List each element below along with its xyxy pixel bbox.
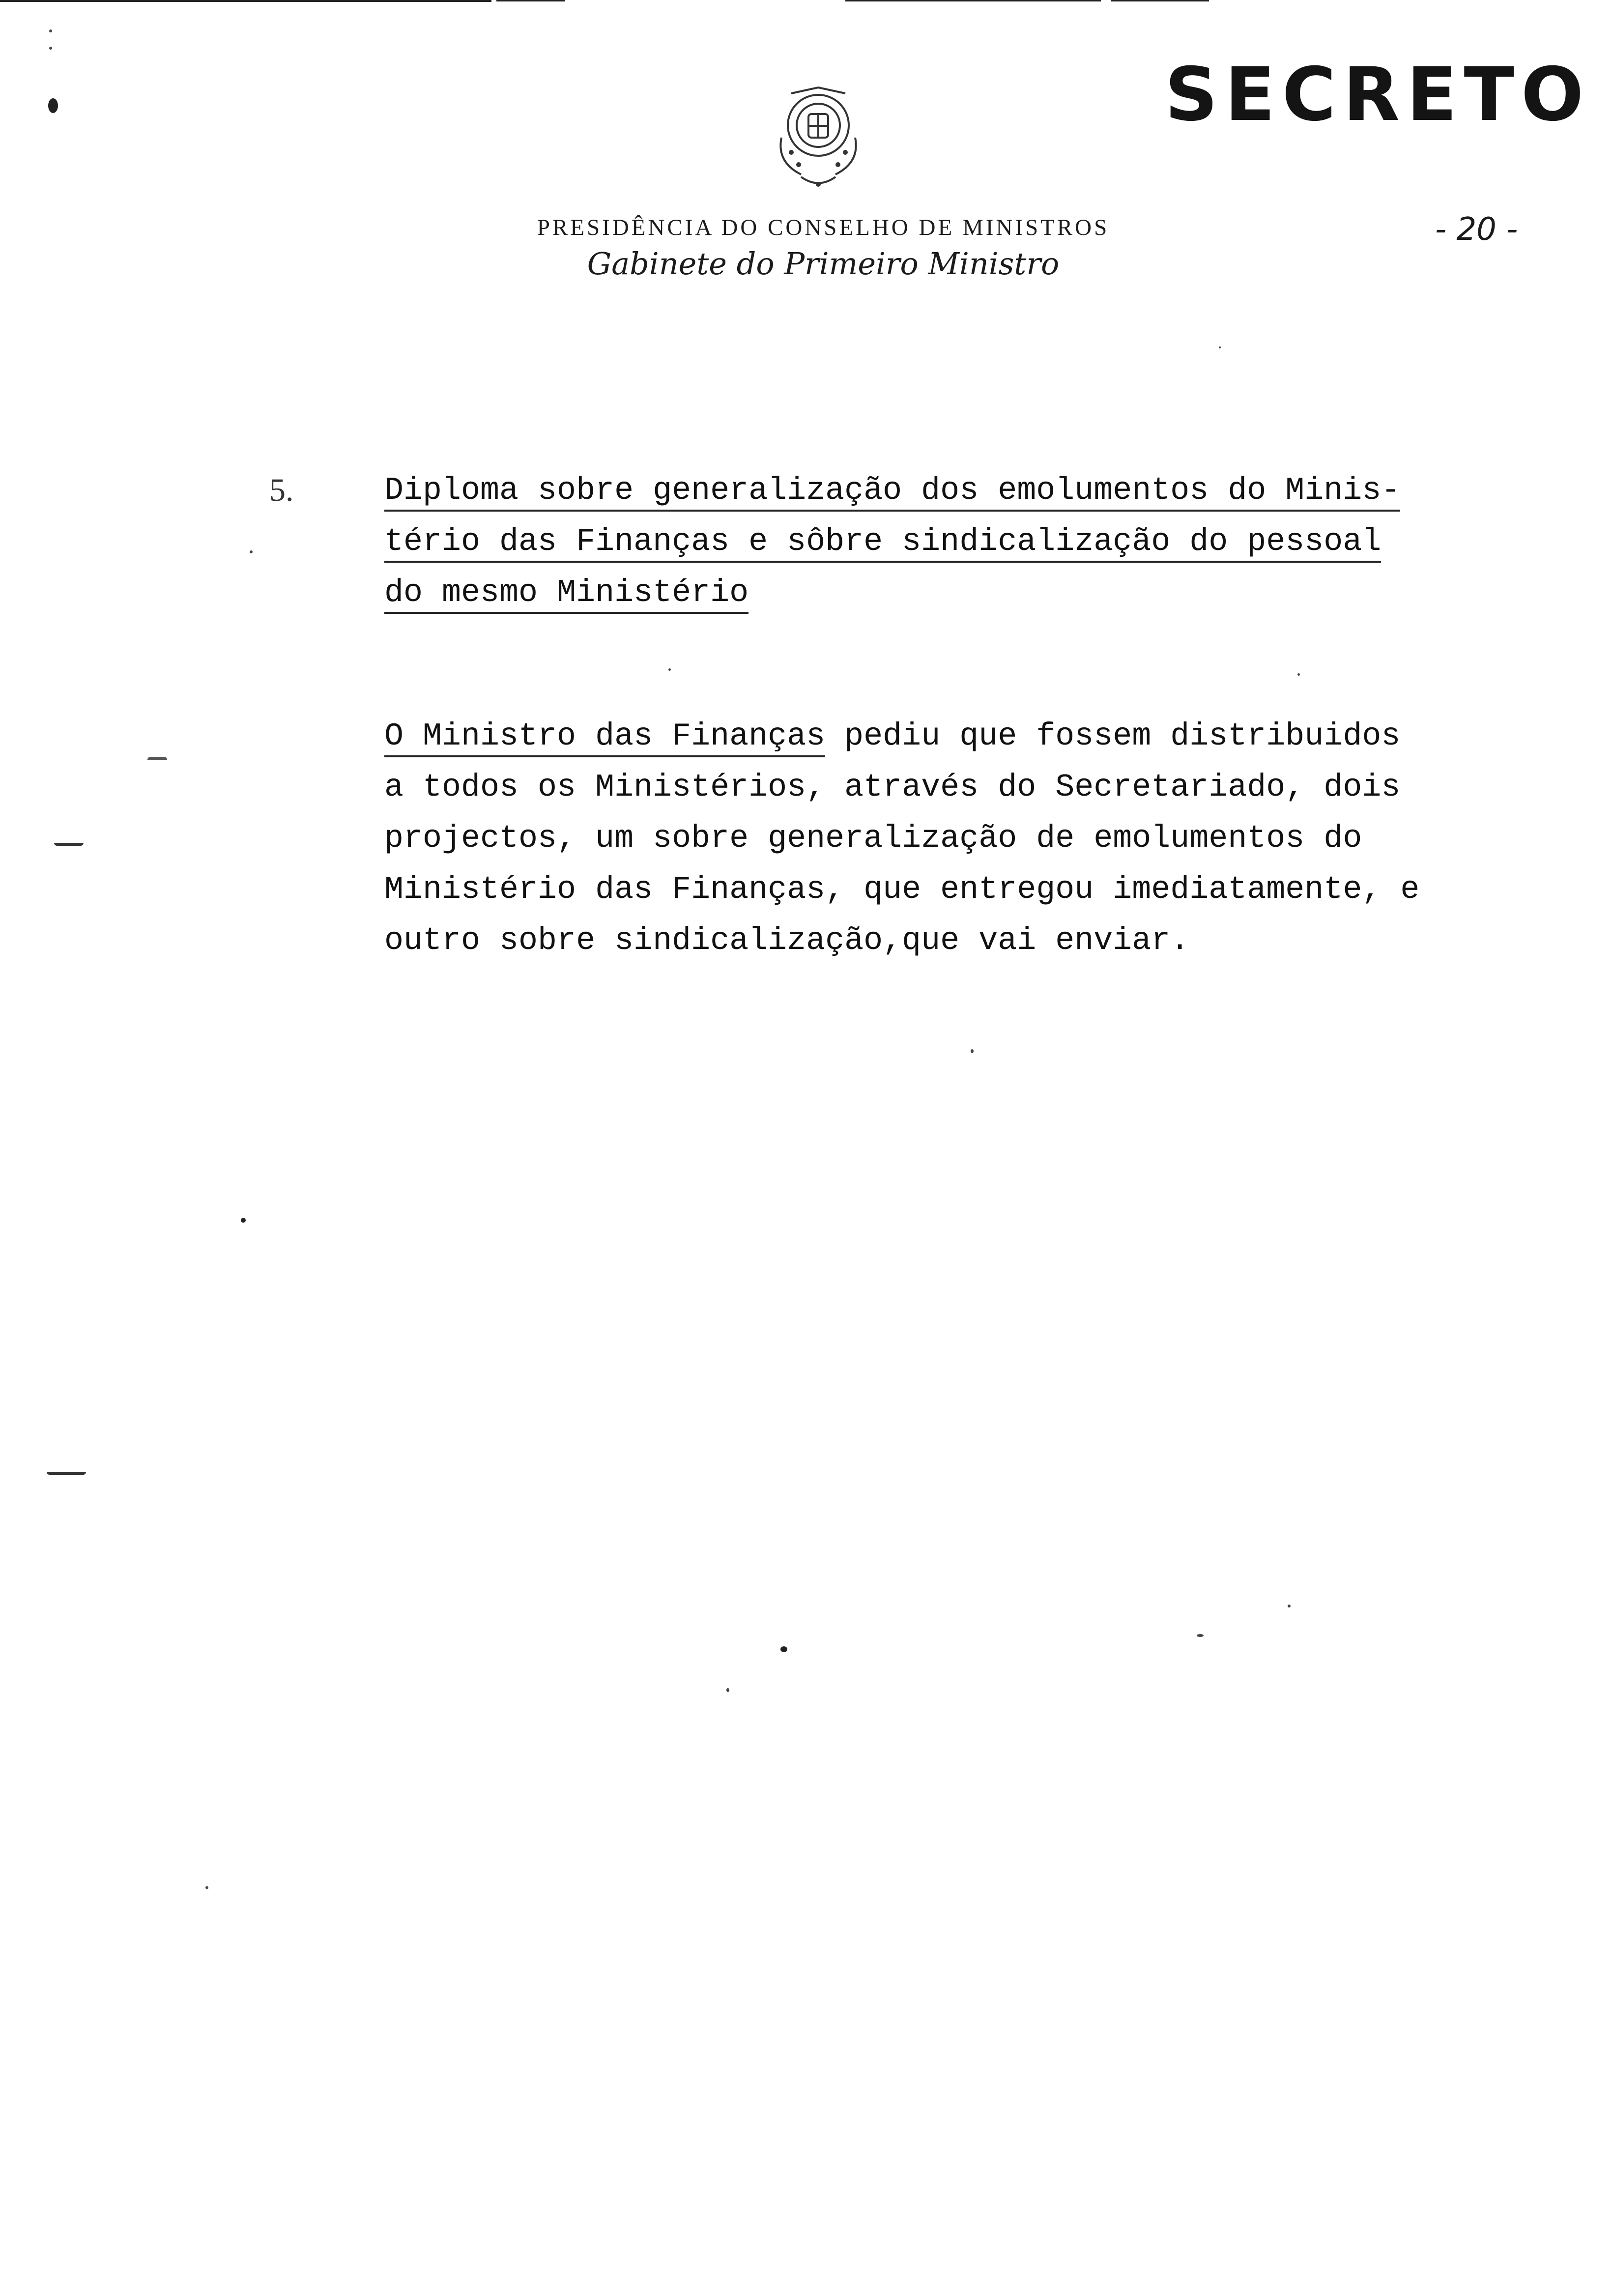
item-number: 5. (269, 472, 294, 508)
scan-top-rule (0, 0, 491, 2)
body-line: Ministério das Finanças, que entregou imediatamente, e (384, 871, 1420, 908)
item-title (384, 465, 1466, 618)
coat-of-arms-icon (762, 79, 875, 197)
scan-speck (1197, 1634, 1204, 1637)
scan-speck (1288, 1605, 1291, 1607)
item-title-line: tério das Finanças e sôbre sindicalização do pessoal (384, 516, 1466, 567)
scan-speck (1297, 673, 1300, 676)
institution-name: PRESIDÊNCIA DO CONSELHO DE MINISTROS (537, 215, 1110, 240)
body-line: a todos os Ministérios, através do Secretariado, dois (384, 769, 1401, 805)
scan-top-rule (845, 0, 1101, 1)
scan-top-rule (496, 0, 565, 1)
page-number: - 20 - (1435, 211, 1518, 248)
scan-speck (668, 668, 671, 671)
scan-speck (205, 1886, 208, 1889)
office-name: Gabinete do Primeiro Ministro (587, 246, 1060, 282)
scan-speck (48, 98, 58, 113)
scan-speck (726, 1688, 729, 1692)
scan-speck (780, 1646, 787, 1652)
scan-top-rule (1111, 0, 1209, 1)
scan-speck (49, 29, 52, 32)
body-line: outro sobre sindicalização,que vai enviar. (384, 922, 1190, 959)
scan-speck (54, 843, 84, 846)
classification-stamp: SECRETO (1165, 52, 1591, 138)
item-body (384, 711, 1515, 966)
body-subject: O Ministro das Finanças (384, 718, 825, 757)
scan-speck (49, 47, 52, 50)
body-line: O Ministro das Finanças pediu que fossem distribuidos (384, 711, 1515, 762)
scan-speck (1219, 346, 1221, 348)
scan-speck (241, 1218, 246, 1223)
scan-speck (971, 1049, 974, 1053)
item-title-line: Diploma sobre generalização dos emolumentos do Minis- (384, 465, 1466, 516)
item-title-line: do mesmo Ministério (384, 567, 1466, 618)
scan-speck (47, 1472, 86, 1475)
scan-speck (147, 757, 167, 760)
scan-speck (250, 550, 253, 553)
body-line: projectos, um sobre generalização de emolumentos do (384, 820, 1362, 857)
